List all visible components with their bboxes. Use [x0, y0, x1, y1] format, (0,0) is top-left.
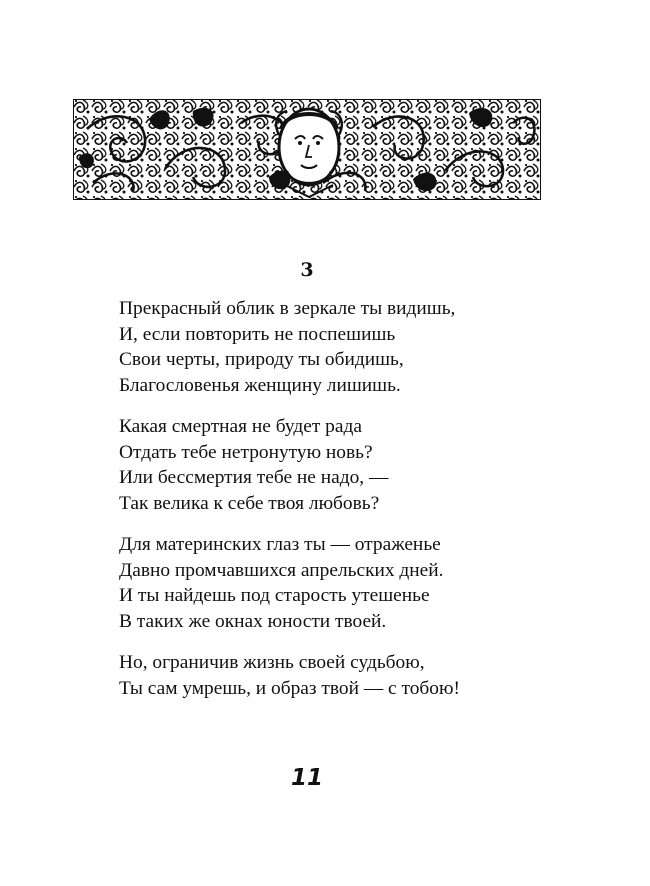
poem-body — [119, 296, 539, 717]
stanza — [119, 296, 539, 398]
baroque-ornament-icon — [73, 99, 541, 200]
poem-line: Так велика к себе твоя любовь? — [119, 492, 380, 514]
stanza — [119, 532, 539, 634]
poem-line: Давно промчавшихся апрельских дней. — [119, 559, 444, 581]
poem-line: Свои черты, природу ты обидишь, — [119, 349, 404, 370]
poem-line: Для материнских глаз ты — отраженье — [119, 534, 441, 555]
page-number: 11 — [290, 765, 323, 791]
poem-line: Ты сам умрешь, и образ твой — с тобою! — [119, 677, 460, 699]
sonnet-number: 3 — [300, 259, 314, 281]
poem-line: Но, ограничив жизнь своей судьбою, — [119, 652, 425, 673]
poem-line: Или бессмертия тебе не надо, — — [119, 467, 389, 488]
stanza — [119, 414, 539, 516]
poem-line: И ты найдешь под старость утешенье — [119, 585, 430, 606]
stanza — [119, 650, 539, 701]
ornament-headpiece — [73, 99, 541, 200]
poem-line: Отдать тебе нетронутую новь? — [119, 441, 373, 463]
poem-line: В таких же окнах юности твоей. — [119, 610, 387, 632]
poem-line: Благословенья женщину лишишь. — [119, 374, 401, 396]
poem-line: И, если повторить не поспешишь — [119, 323, 396, 345]
poem-line: Прекрасный облик в зеркале ты видишь, — [119, 298, 456, 319]
poem-line: Какая смертная не будет рада — [119, 416, 362, 437]
